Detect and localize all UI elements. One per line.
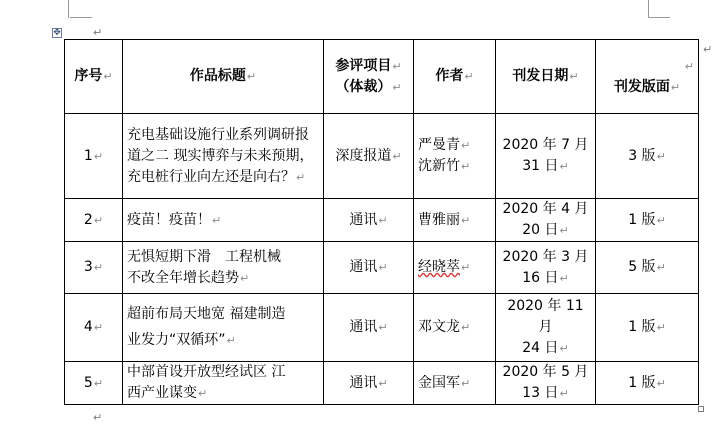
cell-date: 2020 年 4 月 20 日↵: [496, 199, 596, 242]
cell-category: 通讯↵: [324, 294, 414, 362]
table-row: [65, 362, 699, 405]
header-seq: 序号↵: [65, 40, 123, 114]
cell-page: 5 版↵: [596, 242, 699, 294]
table-row: [65, 199, 699, 242]
cell-title[interactable]: 超前布局天地宽 福建制造 业发力“双循环”↵: [123, 294, 324, 362]
cell-category: 通讯↵: [324, 362, 414, 405]
header-date: 刊发日期↵: [496, 40, 596, 114]
table-resize-handle[interactable]: [698, 406, 704, 412]
crop-mark-top-right-vertical: [648, 0, 649, 18]
table-move-handle-icon[interactable]: ✥: [53, 28, 61, 38]
cell-seq: 3↵: [65, 242, 123, 294]
row-end-mark: ↵: [703, 43, 713, 56]
cell-title[interactable]: 疫苗！疫苗！↵: [123, 199, 324, 242]
table-header-row: [65, 40, 699, 114]
cell-date: 2020 年 7 月 31 日↵: [496, 114, 596, 199]
header-category: 参评项目↵ （体裁）↵: [324, 40, 414, 114]
cell-author: 经晓萃↵: [414, 242, 496, 294]
header-page: ↵ 刊发版面↵: [596, 40, 699, 114]
crop-mark-top-left-vertical: [68, 0, 69, 18]
paragraph-mark-after-table: ↵: [93, 411, 103, 424]
cell-page: 1 版↵: [596, 199, 699, 242]
cell-seq: 1↵: [65, 114, 123, 199]
cell-author: 邓文龙↵: [414, 294, 496, 362]
crop-mark-top-left-horizontal: [70, 17, 92, 18]
cell-author: 曹雅丽↵: [414, 199, 496, 242]
cell-page: 1 版↵: [596, 294, 699, 362]
paragraph-mark-top: ↵: [93, 26, 103, 39]
header-title: 作品标题↵: [123, 40, 324, 114]
works-table: [64, 39, 699, 405]
table-row: [65, 242, 699, 294]
cell-date: 2020 年 11 月 24 日↵: [496, 294, 596, 362]
cell-title[interactable]: 中部首设开放型经试区 江 西产业谋变↵: [123, 362, 324, 405]
cell-title[interactable]: 充电基础设施行业系列调研报道之二 现实博弈与未来预期，充电桩行业向左还是向右？↵: [123, 114, 324, 199]
table-row: [65, 114, 699, 199]
cell-seq: 5↵: [65, 362, 123, 405]
crop-mark-top-right-horizontal: [648, 17, 670, 18]
cell-category: 通讯↵: [324, 242, 414, 294]
cell-seq: 4↵: [65, 294, 123, 362]
cell-category: 通讯↵: [324, 199, 414, 242]
cell-page: 1 版↵: [596, 362, 699, 405]
cell-title[interactable]: 无惧短期下滑 工程机械 不改全年增长趋势↵: [123, 242, 324, 294]
header-author: 作者↵: [414, 40, 496, 114]
cell-author: 严曼青↵ 沈新竹↵: [414, 114, 496, 199]
cell-date: 2020 年 5 月 13 日↵: [496, 362, 596, 405]
cell-category: 深度报道↵: [324, 114, 414, 199]
table-row: [65, 294, 699, 362]
cell-author: 金国军↵: [414, 362, 496, 405]
cell-page: 3 版↵: [596, 114, 699, 199]
cell-seq: 2↵: [65, 199, 123, 242]
cell-date: 2020 年 3 月 16 日↵: [496, 242, 596, 294]
